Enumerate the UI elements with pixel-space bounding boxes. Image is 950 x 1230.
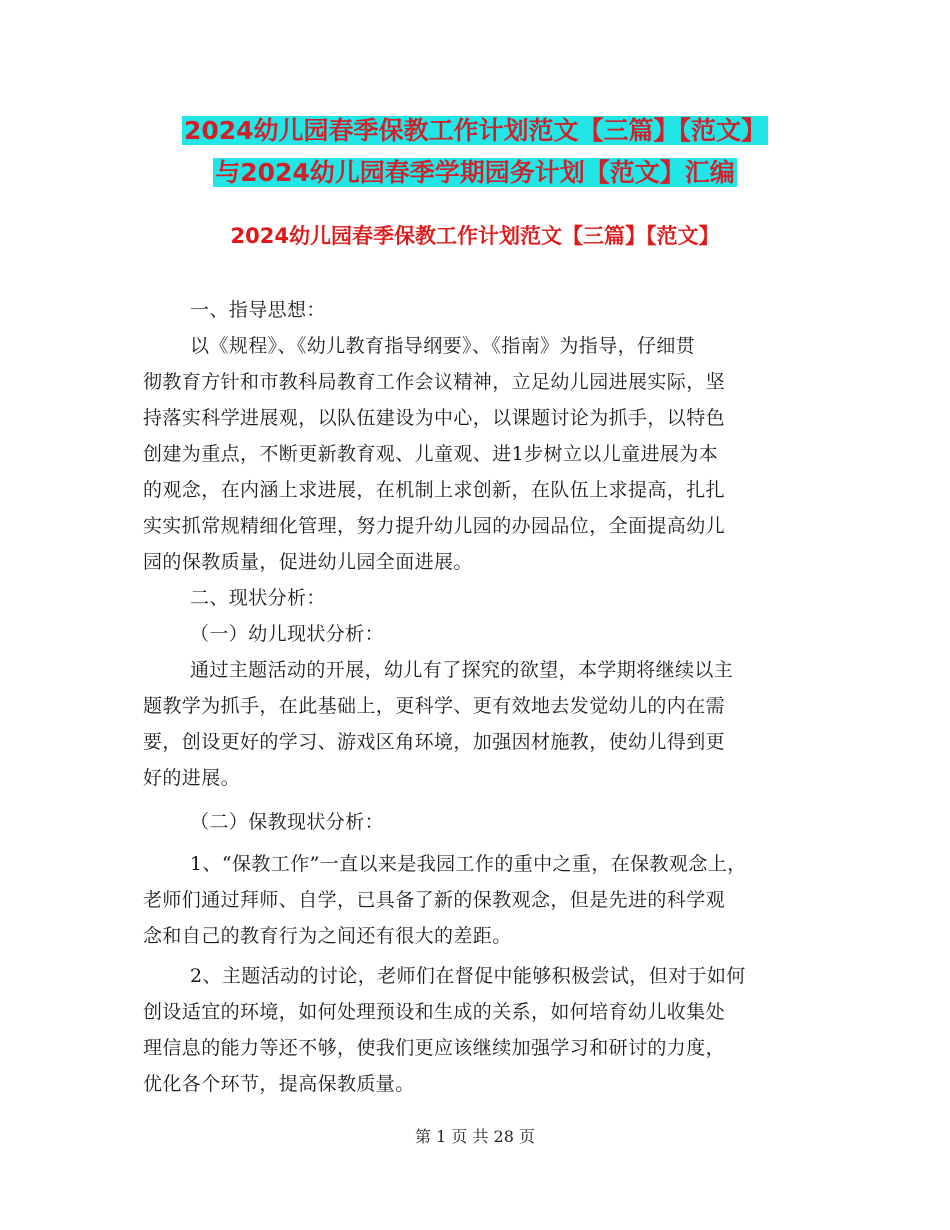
paragraph-line: 实实抓常规精细化管理，努力提升幼儿园的办园品位，全面提高幼儿 [143, 515, 726, 537]
paragraph-line: 理信息的能力等还不够，使我们更应该继续加强学习和研讨的力度， [143, 1037, 726, 1059]
heading-status-analysis: 二、现状分析： [190, 587, 326, 609]
paragraph-line: 好的进展。 [143, 767, 241, 789]
paragraph-line: 的观念，在内涵上求进展，在机制上求创新，在队伍上求提高，扎扎 [143, 479, 726, 501]
paragraph-line: 创设适宜的环境，如何处理预设和生成的关系，如何培育幼儿收集处 [143, 1001, 726, 1023]
paragraph-line: 题教学为抓手，在此基础上，更科学、更有效地去发觉幼儿的内在需 [143, 695, 726, 717]
document-title-line-2: 与2024幼儿园春季学期园务计划【范文】汇编 [215, 158, 735, 187]
paragraph-line: 老师们通过拜师、自学，已具备了新的保教观念，但是先进的科学观 [143, 889, 726, 911]
page-footer: 第 1 页 共 28 页 [415, 1127, 535, 1146]
paragraph-line: 2、主题活动的讨论，老师们在督促中能够积极尝试，但对于如何 [190, 965, 746, 987]
subheading-education-status: （二）保教现状分析： [190, 811, 385, 833]
subheading-children-status: （一）幼儿现状分析： [190, 623, 385, 645]
paragraph-line: 创建为重点，不断更新教育观、儿童观、进1步树立以儿童进展为本 [143, 443, 719, 465]
paragraph-line: 优化各个环节，提高保教质量。 [143, 1073, 415, 1095]
document-title-line-1: 2024幼儿园春季保教工作计划范文【三篇】【范文】 [183, 116, 767, 145]
paragraph-line: 园的保教质量，促进幼儿园全面进展。 [143, 551, 473, 573]
heading-guiding-ideology: 一、指导思想： [190, 299, 326, 321]
paragraph-line: 持落实科学进展观，以队伍建设为中心，以课题讨论为抓手，以特色 [143, 407, 726, 429]
section-heading: 2024幼儿园春季保教工作计划范文【三篇】【范文】 [230, 224, 720, 248]
paragraph-line: 彻教育方针和市教科局教育工作会议精神，立足幼儿园进展实际，坚 [143, 371, 726, 393]
paragraph-line: 通过主题活动的开展，幼儿有了探究的欲望，本学期将继续以主 [190, 659, 734, 681]
paragraph-line: 要，创设更好的学习、游戏区角环境，加强因材施教，使幼儿得到更 [143, 731, 726, 753]
paragraph-line: 1、“保教工作”一直以来是我园工作的重中之重，在保教观念上， [190, 853, 747, 875]
paragraph-line: 以《规程》、《幼儿教育指导纲要》、《指南》为指导，仔细贯 [190, 335, 696, 357]
paragraph-line: 念和自己的教育行为之间还有很大的差距。 [143, 925, 512, 947]
